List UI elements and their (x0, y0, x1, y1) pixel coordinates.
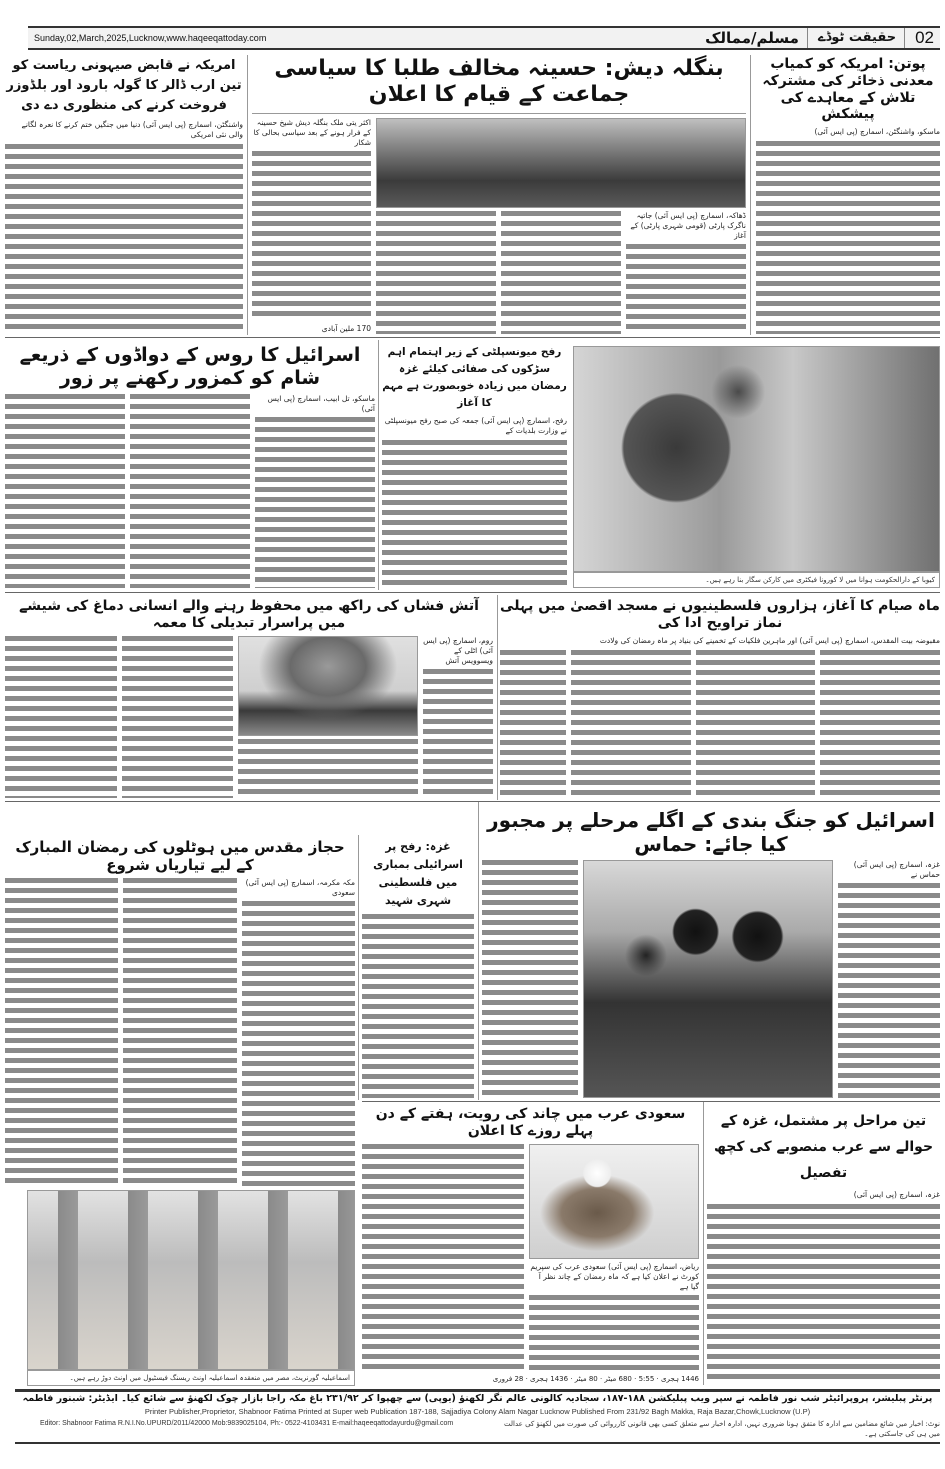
text-column (255, 394, 375, 588)
text-column (820, 650, 940, 798)
text-column (696, 650, 816, 798)
headline: اسرائیل کا روس کے دواڈوں کے ذریعے شام کو کمزور رکھنے پر زور (19, 344, 361, 389)
text-column (571, 650, 691, 798)
article-body (820, 650, 940, 798)
article-body (756, 141, 940, 334)
article-body (123, 878, 236, 1186)
footer-disclaimer: نوٹ: اخبار میں شائع مضامین سے ادارہ کا متفق ہونا ضروری نہیں، ادارہ اخبار سے متعلق کسی بھی قانونی کارروائی کی صورت میں لکھنؤ کی عدالت میں ہی کی جاسکتی ہے۔ (504, 1420, 940, 1438)
text-column (5, 878, 118, 1186)
cigar-factory-photo (573, 346, 940, 572)
article-columns (5, 636, 493, 798)
footer-urdu-imprint: پرنٹر پبلیشر، پروپرائیٹر شب نور فاطمہ نے سپر ویب پبلیکشن ۱۸۸-۱۸۷، سجادیہ کالونی عالم نگر لکھنؤ (یوپی) سے چھپوا کر ۲۳۱/۹۲ باغ مکہ راجا بازار چوک لکھنؤ سے شائع کیا۔ ایڈیٹر: شبنور فاطمہ (22, 1393, 933, 1404)
photo-cigar-factory (573, 346, 940, 588)
population-figure: 170 ملین آبادی (321, 324, 371, 333)
row-divider (5, 592, 940, 593)
article-ramadan-aqsa (500, 598, 940, 798)
article-figures: 1446 ہجری · 5:55 · 680 میٹر · 80 میٹر · 1436 ہجری · 28 فروری (492, 1375, 699, 1383)
row-divider (362, 1101, 940, 1102)
text-column (376, 211, 496, 334)
footer-bottom-row (15, 1419, 940, 1439)
text-column (501, 211, 621, 334)
article-body (238, 739, 418, 798)
text-column (5, 394, 125, 588)
article-columns (252, 118, 746, 334)
photo-column (376, 118, 746, 334)
article-body (122, 636, 234, 798)
article-body (626, 244, 746, 334)
text-column (362, 1144, 524, 1370)
article-lead: واشنگٹن، اسمارچ (پی ایس آئی) دنیا میں جنگیں ختم کرنے کا نعرہ لگانے والی نئی امریکی (21, 120, 243, 139)
headline: پوتن: امریکہ کو کمیاب معدنی ذخائر کی مشترکہ تلاش کے معاہدے کی پیشکش (762, 56, 934, 123)
column-divider (478, 802, 479, 1100)
article-body (501, 211, 621, 334)
section-title: مسلم/ممالک (705, 28, 808, 48)
photo-column (238, 636, 418, 798)
article-columns (5, 878, 355, 1186)
column-divider (247, 55, 248, 335)
camel-race-photo (27, 1190, 355, 1370)
article-body (376, 211, 496, 334)
article-putin (756, 56, 940, 334)
article-israel-russia (5, 344, 375, 588)
article-lead: غزہ، اسمارچ (پی ایس آئی) حماس نے (853, 860, 940, 879)
column-divider (703, 1102, 704, 1385)
article-body (255, 417, 375, 588)
article-lead: ڈھاکہ، اسمارچ (پی ایس آئی) جاتیہ ناگرک پارٹی (قومی شہری پارٹی) کے آغاز (630, 210, 746, 240)
footer-top-rule (15, 1389, 940, 1392)
article-body (362, 1144, 524, 1370)
article-subcolumns (376, 211, 746, 334)
article-hijaz-hotels (5, 808, 355, 1386)
headline: آتش فشاں کی راکھ میں محفوظ رہنے والے انسانی دماغ کی شیشے میں پراسرار تبدیلی کا معمہ (19, 598, 479, 631)
article-bangladesh (252, 56, 746, 334)
text-column (482, 860, 578, 1098)
footer-printer-line: Printer Publisher,Proprietor, Shabnoor Fatima Printed at Super web Publication 187-188, Sajjadiya Colony Alam Nagar Lucknow Published From 231/92 Bagh Makka, Raja Bazar,Chowk,Lucknow (U.P) (144, 1407, 811, 1416)
text-column (500, 650, 566, 798)
article-lead: رفح، اسمارچ (پی ایس آئی) جمعہ کی صبح رفح میونسپلٹی نے وزارت بلدیات کے (384, 416, 567, 435)
article-lead: ماسکو، واشنگٹن، اسمارچ (پی ایس آئی) (814, 127, 940, 137)
header-bottom-rule (28, 48, 940, 50)
article-body (838, 883, 940, 1098)
footer (15, 1393, 940, 1444)
camel-photo-block (27, 1190, 355, 1386)
row-divider (5, 337, 940, 338)
footer-editor-line: Editor: Shabnoor Fatima R.N.I.No.UPURD/2011/42000 Mob:9839025104, Ph:- 0522-4103431 E-mail:haqeeqattodayurdu@gmail.com (40, 1420, 454, 1427)
article-lead: روم، اسمارچ (پی ایس آئی) اٹلی کے ویسوویس آتش (423, 635, 493, 665)
article-lead: ماسکو، تل ابیب، اسمارچ (پی ایس آئی) (267, 393, 375, 413)
headline: تین مراحل پر مشتمل، غزہ کے حوالے سے عرب منصوبے کی کچھ تفصیل (713, 1113, 934, 1181)
column-divider (358, 835, 359, 1100)
divider (252, 113, 746, 114)
article-columns (500, 650, 940, 798)
article-lead: مقبوضہ بیت المقدس، اسمارچ (پی ایس آئی) اور ماہرین فلکیات کے تخمینے کی بنیاد پر ماہ رمضان کی ولادت (599, 635, 940, 645)
headline: امریکہ نے قابض صیہونی ریاست کو تین ارب ڈالر کا گولہ بارود اور بلڈوزر فروخت کرنے کی منظوری دے دی (6, 58, 242, 113)
article-rafah-cleanup (382, 344, 567, 588)
text-column (122, 636, 234, 798)
headline: سعودی عرب میں چاند کی رویت، ہفتے کے دن پہلے روزے کا اعلان (375, 1106, 686, 1139)
article-body (571, 650, 691, 798)
hamas-fighters-photo (583, 860, 833, 1098)
article-columns (482, 860, 940, 1098)
article-body (5, 636, 117, 798)
saudi-reporter-photo (529, 1144, 699, 1259)
students-gathering-photo (376, 118, 746, 208)
article-body (362, 914, 474, 1098)
article-us-arms (5, 56, 243, 334)
headline: ماہ صیام کا آغاز، ہزاروں فلسطینیوں نے مسجد اقصیٰ میں پہلی نماز تراویح ادا کی (500, 598, 940, 631)
text-column (252, 118, 371, 334)
volcano-eruption-photo (238, 636, 418, 736)
headline: حجاز مقدس میں ہوٹلوں کی رمضان المبارک کے لیے تیاریاں شروع (15, 838, 345, 874)
headline: بنگلہ دیش: حسینہ مخالف طلبا کا سیاسی جماعت کے قیام کا اعلان (274, 56, 724, 108)
article-body (482, 860, 578, 1098)
article-columns (5, 394, 375, 588)
article-gaza-rafah (362, 838, 474, 1098)
article-three-phases (707, 1108, 940, 1384)
article-body (500, 650, 566, 798)
article-lead: مکہ مکرمہ، اسمارچ (پی ایس آئی) سعودی (245, 878, 355, 897)
article-columns (362, 1144, 699, 1370)
text-column (130, 394, 250, 588)
article-body (707, 1204, 940, 1384)
article-body (529, 1295, 699, 1370)
article-body (130, 394, 250, 588)
page-number: 02 (915, 28, 934, 47)
column-divider (750, 55, 751, 335)
row-divider (5, 801, 940, 802)
article-body (242, 901, 355, 1186)
column-divider (378, 340, 379, 590)
headline: اسرائیل کو جنگ بندی کے اگلے مرحلے پر مجبور کیا جائے: حماس (487, 808, 935, 856)
article-saudi-moon (362, 1106, 699, 1384)
dateline: Sunday,02,March,2025,Lucknow,www.haqeeqattoday.com (34, 33, 267, 43)
article-body (696, 650, 816, 798)
masthead-logo: حقیقت ٹوڈے (818, 28, 905, 48)
photo-caption: کیوبا کے دارالحکومت ہوانا میں لا کورونا فیکٹری میں کارکن سگار بنا رہے ہیں۔ (573, 572, 940, 588)
photo-column (529, 1144, 699, 1370)
text-column (838, 860, 940, 1098)
article-body (5, 144, 243, 334)
article-volcano (5, 598, 493, 798)
text-column (123, 878, 236, 1186)
text-column (423, 636, 493, 798)
column-divider (497, 595, 498, 800)
text-column (626, 211, 746, 334)
text-column (242, 878, 355, 1186)
article-body (252, 151, 371, 321)
header-bar (28, 28, 940, 48)
article-hamas (482, 808, 940, 1098)
text-column (5, 636, 117, 798)
article-body (423, 669, 493, 798)
headline: رفح میونسپلٹی کے زیر اہتمام اہم سڑکوں کی صفائی کیلئے غزہ رمضان میں زیادہ خوبصورت ہے مہم کا آغاز (382, 346, 567, 409)
article-lead: غزہ، اسمارچ (پی ایس آئی) (853, 1190, 940, 1199)
article-body (382, 440, 567, 588)
article-lead: ریاض، اسمارچ (پی ایس آئی) سعودی عرب کی سپریم کورٹ نے اعلان کیا ہے کہ ماہ رمضان کے چاند نظر آ گیا ہے (530, 1261, 699, 1291)
article-body (5, 878, 118, 1186)
article-body (5, 394, 125, 588)
article-lead: اکثر یتی ملک بنگلہ دیش شیخ حسینہ کے فرار ہونے کے بعد سیاسی بحالی کا شکار (253, 117, 371, 147)
headline: غزہ: رفح پر اسرائیلی بمباری میں فلسطینی شہری شہید (373, 840, 463, 907)
photo-caption: اسماعیلیہ گورنریٹ، مصر میں منعقدہ اسماعیلیہ اونٹ ریسنگ فیسٹیول میں اونٹ دوڑ رہے ہیں۔ (27, 1370, 355, 1386)
